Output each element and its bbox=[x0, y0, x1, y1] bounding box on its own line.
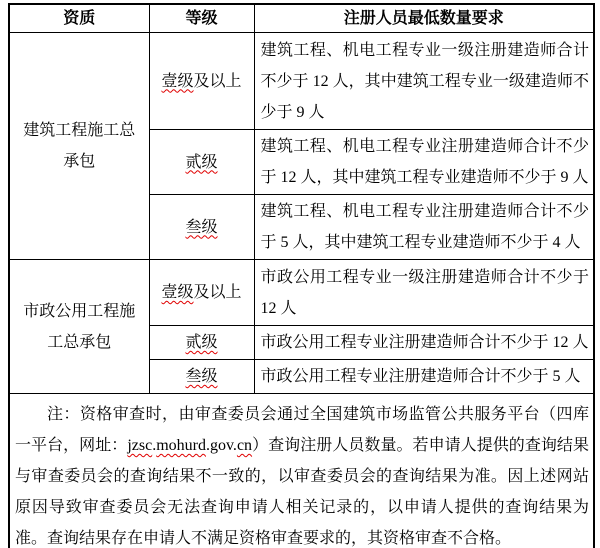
grade-cell bbox=[149, 360, 254, 394]
grade-cell bbox=[149, 195, 254, 260]
note-text bbox=[15, 399, 589, 548]
table-row bbox=[9, 33, 594, 130]
requirement-cell: 建筑工程、机电工程专业注册建造师合计不少于 12 人，其中建筑工程专业建造师不少于 9 人 bbox=[254, 130, 594, 195]
grade-cell bbox=[149, 260, 254, 326]
table-row bbox=[9, 260, 594, 326]
header-row bbox=[9, 4, 594, 33]
note-text-segment: 注：资格审查时，由审查委员会通过全国建筑市场监管公共服务平台（四库一平台，网址： bbox=[15, 406, 589, 454]
spellcheck-flagged-text: cn bbox=[236, 437, 253, 454]
spellcheck-flagged-text: jzsc bbox=[127, 437, 153, 454]
grade-cell bbox=[149, 33, 254, 130]
grade-flagged-text: 贰级 bbox=[185, 334, 218, 351]
requirement-cell: 建筑工程、机电工程专业一级注册建造师合计不少于 12 人，其中建筑工程专业一级建造师不少于 9 人 bbox=[254, 33, 594, 130]
header-grade: 等级 bbox=[149, 4, 254, 33]
grade-cell bbox=[149, 326, 254, 360]
requirement-cell: 市政公用工程专业一级注册建造师合计不少于 12 人 bbox=[254, 260, 594, 326]
requirement-cell: 建筑工程、机电工程专业注册建造师合计不少于 5 人，其中建筑工程专业建造师不少于 4 人 bbox=[254, 195, 594, 260]
note-row bbox=[9, 394, 594, 548]
note-text-segment: . bbox=[152, 437, 157, 454]
qualification-cell-municipal: 市政公用工程施工总承包 bbox=[9, 260, 149, 394]
grade-flagged-text: 叁级 bbox=[185, 368, 218, 385]
qualification-cell-building: 建筑工程施工总承包 bbox=[9, 33, 149, 260]
grade-cell bbox=[149, 130, 254, 195]
requirement-cell: 市政公用工程专业注册建造师合计不少于 5 人 bbox=[254, 360, 594, 394]
grade-flagged-text: 壹级 bbox=[161, 284, 194, 301]
grade-flagged-text: 叁级 bbox=[185, 218, 218, 236]
requirement-cell: 市政公用工程专业注册建造师合计不少于 12 人 bbox=[254, 326, 594, 360]
grade-flagged-text: 壹级 bbox=[161, 72, 194, 90]
grade-flagged-text: 贰级 bbox=[185, 153, 218, 171]
grade-rest-text: 及以上 bbox=[193, 72, 242, 90]
grade-rest-text: 及以上 bbox=[193, 284, 242, 301]
header-requirement: 注册人员最低数量要求 bbox=[254, 4, 594, 33]
header-qualification: 资质 bbox=[9, 4, 149, 33]
note-text-segment: ）查询注册人员数量。若申请人提供的查询结果与审查委员会的查询结果不一致的，以审查委员会的查询结果为准。因上述网站原因导致审查委员会无法查询申请人相关记录的，以申请人提供的查询结果为准。查询结果存在申请人不满足资格审查要求的，其资格审查不合格。 bbox=[15, 437, 589, 547]
qualification-requirements-table bbox=[8, 3, 595, 548]
note-text-segment: .gov. bbox=[205, 437, 237, 454]
note-cell bbox=[9, 394, 594, 548]
spellcheck-flagged-text: mohurd bbox=[156, 437, 206, 454]
